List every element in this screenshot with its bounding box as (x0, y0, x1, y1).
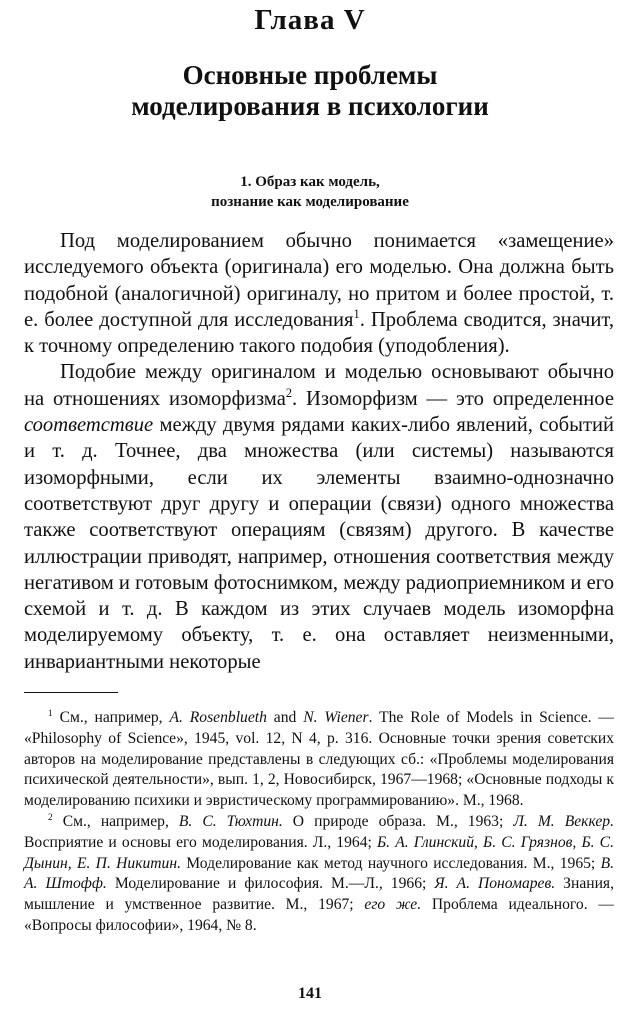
paragraph-2 (24, 359, 614, 675)
footnote-1-author-1: A. Rosenblueth (169, 709, 267, 726)
section-heading-line-1: 1. Образ как модель, (240, 174, 380, 190)
paragraph-2-rest: между двумя рядами каких-либо явлений, событий и т. д. Точнее, два множества (или системы) называются изоморфными, если их элементы взаимно-однозначно соответствуют друг другу и операции (связи) одного множества также соответствуют операциям (связям) другого. В качестве иллюстрации приводят, например, отношения соответствия между негативом и готовым фотоснимком, между радиоприемником и его схемой и т. д. В каждом из этих случаев модель изоморфна моделируемому объекту, т. е. она оставляет неизменными, инвариантными некоторые (24, 414, 614, 673)
paragraph-1 (24, 228, 614, 359)
paragraph-2-start: Подобие между оригиналом и моделью основывают обычно на отношениях изоморфизма (24, 361, 614, 410)
section-heading (0, 172, 620, 212)
paragraph-2-part: . Изоморфизм — это определенное (292, 387, 614, 410)
footnote-ref-2: 2 (285, 385, 293, 400)
footnotes (24, 708, 614, 937)
footnote-2-part-g: Проблема идеального. — «Вопросы философии», 1964, № 8. (24, 896, 615, 934)
paragraph-1-tail: . Проблема сводится, значит, к точному определению такого подобия (уподобления). (24, 308, 614, 358)
footnote-1-mark: 1 (48, 708, 53, 719)
footnote-2-part-f: Знания, мышление и умственное развитие. М., 1967; (24, 875, 614, 914)
footnote-2-part-a: См., например, (52, 812, 179, 830)
chapter-title (0, 60, 620, 122)
footnote-1-author-2: N. Wiener (303, 709, 369, 726)
footnote-1-part-b: and (266, 709, 304, 726)
footnote-2-author-2: Л. М. Веккер. (513, 812, 615, 830)
footnote-2-author-6: его же. (364, 896, 422, 914)
footnote-divider (24, 692, 118, 693)
footnote-2-part-b: О природе образа. М., 1963; (282, 812, 514, 830)
footnote-1-part-c: . The Role of Models in Science. — «Philosophy of Science», 1945, vol. 12, N 4, p. 316. Основные точки зрения советских авторов на моделирование представлены в следующих сб.: «Проблемы моделирования психической деятельности», вып. 1, 2, Новосибирск, 1967—1968; «Основные подходы к моделированию психики и эвристическому программированию». М., 1968. (24, 709, 615, 810)
body-text (24, 228, 614, 675)
footnote-2-part-c: Восприятие и основы его моделирования. Л., 1964; (24, 833, 377, 851)
footnote-2-mark: 2 (48, 812, 53, 823)
footnote-2-author-5: Я. А. Пономарев. (434, 875, 556, 893)
footnote-1 (24, 708, 614, 812)
footnote-ref-1: 1 (353, 307, 360, 322)
chapter-heading: Глава V (254, 4, 366, 36)
footnote-2-part-e: Моделирование и философия. М.—Л., 1966; (106, 875, 435, 893)
footnote-2-part-d: Моделирование как метод научного исследования. М., 1965; (181, 854, 601, 872)
page-number: 141 (298, 985, 322, 1002)
footnote-2-author-3: Б. А. Глинский, Б. С. Грязнов, Б. С. Дынин, Е. П. Никитин. (24, 833, 614, 872)
footnote-2 (24, 812, 614, 937)
section-heading-line-2: познание как моделирование (211, 194, 409, 210)
footnote-2-author-4: В. А. Штофф. (24, 854, 614, 893)
footnote-2-author-1: В. С. Тюхтин. (178, 812, 283, 830)
footnote-1-part-a: См., например, (52, 709, 170, 726)
paragraph-2-italic: соответствие (24, 414, 154, 437)
chapter-title-line-2: моделирования в психологии (131, 91, 489, 121)
chapter-title-line-1: Основные проблемы (182, 60, 438, 90)
paragraph-1-text: Под моделированием обычно понимается «замещение» исследуемого объекта (оригинала) его моделью. Она должна быть подобной (аналогичной) оригиналу, но притом и более простой, т. е. более доступной для исследования (24, 230, 614, 331)
